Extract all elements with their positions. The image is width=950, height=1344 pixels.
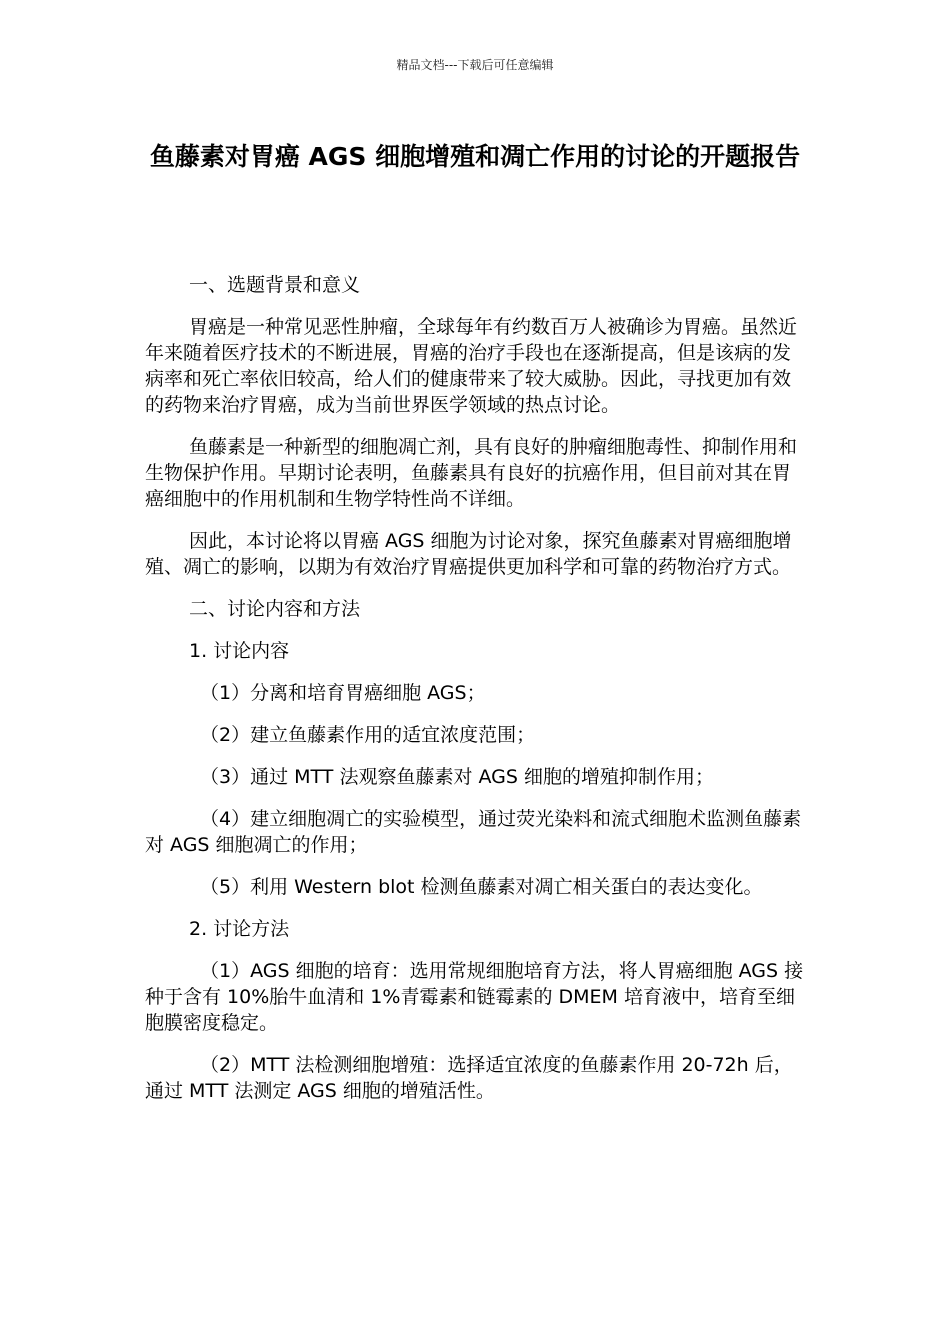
body-paragraph: 鱼藤素是一种新型的细胞凋亡剂，具有良好的肿瘤细胞毒性、抑制作用和生物保护作用。早期讨论表明，鱼藤素具有良好的抗癌作用，但目前对其在胃癌细胞中的作用机制和生物学特性尚不详细。 (145, 436, 798, 510)
section-heading: 一、选题背景和意义 (189, 274, 361, 296)
document-title: 鱼藤素对胃癌 AGS 细胞增殖和凋亡作用的讨论的开题报告 (149, 142, 801, 171)
list-item: （5）利用 Western blot 检测鱼藤素对凋亡相关蛋白的表达变化。 (200, 876, 763, 898)
list-item: （3）通过 MTT 法观察鱼藤素对 AGS 细胞的增殖抑制作用； (200, 766, 714, 788)
list-item: （2）建立鱼藤素作用的适宜浓度范围； (200, 724, 536, 746)
list-item: （1）AGS 细胞的培育：选用常规细胞培育方法，将人胃癌细胞 AGS 接种于含有 10%胎牛血清和 1%青霉素和链霉素的 DMEM 培育液中，培育至细胞膜密度稳定。 (145, 960, 804, 1034)
body-paragraph: 因此，本讨论将以胃癌 AGS 细胞为讨论对象，探究鱼藤素对胃癌细胞增殖、凋亡的影响，以期为有效治疗胃癌提供更加科学和可靠的药物治疗方式。 (145, 530, 792, 578)
page-header: 精品文档---下载后可任意编辑 (396, 58, 554, 72)
body-paragraph: 胃癌是一种常见恶性肿瘤，全球每年有约数百万人被确诊为胃癌。虽然近年来随着医疗技术的不断进展，胃癌的治疗手段也在逐渐提高，但是该病的发病率和死亡率依旧较高，给人们的健康带来了较大威胁。因此，寻找更加有效的药物来治疗胃癌，成为当前世界医学领域的热点讨论。 (145, 316, 798, 416)
section-heading: 二、讨论内容和方法 (189, 598, 361, 620)
subsection-heading: 2. 讨论方法 (189, 918, 290, 940)
list-item: （2）MTT 法检测细胞增殖：选择适宜浓度的鱼藤素作用 20-72h 后，通过 MTT 法测定 AGS 细胞的增殖活性。 (145, 1054, 793, 1102)
document-body (145, 272, 807, 1120)
list-item: （4）建立细胞凋亡的实验模型，通过荧光染料和流式细胞术监测鱼藤素对 AGS 细胞凋亡的作用； (145, 808, 802, 856)
list-item: （1）分离和培育胃癌细胞 AGS； (200, 682, 486, 704)
subsection-heading: 1. 讨论内容 (189, 640, 290, 662)
